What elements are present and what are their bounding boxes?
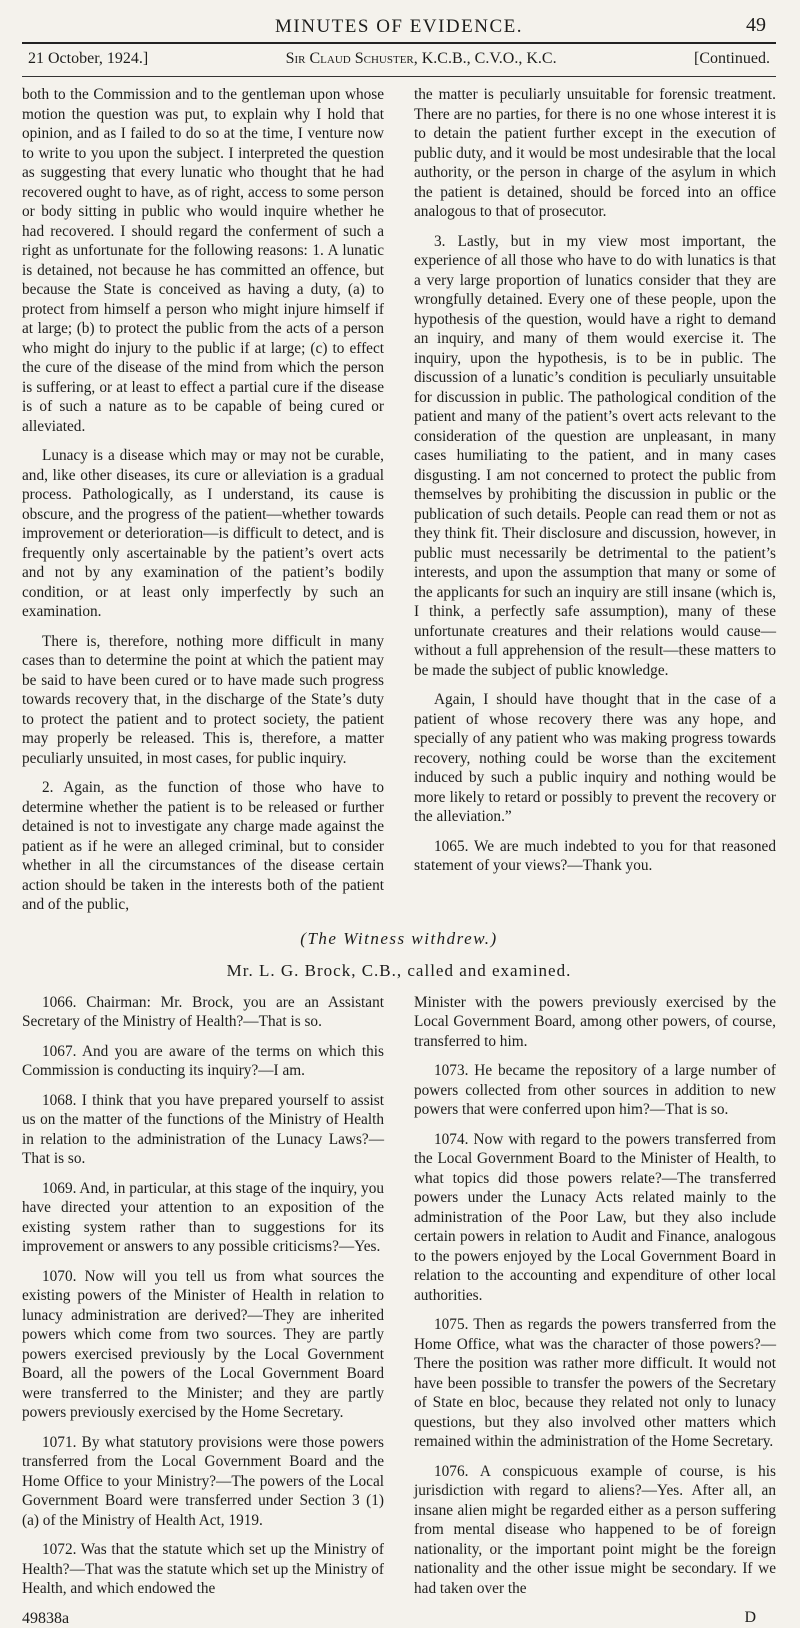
section1-columns bbox=[22, 85, 776, 925]
paragraph: Minister with the powers previously exercised by the Local Government Board, among other powers, of course, transferred to him. bbox=[414, 993, 776, 1052]
paragraph: 3. Lastly, but in my view most important, the experience of all those who have to do with lunatics is that a very large proportion of lunatics consider that they are wrongfully detained. Every one of these people, upon the hypothesis of the question, would have a right to demand an inquiry, and many of them would exercise it. The inquiry, upon the hypothesis, is to be in public. The discussion of a lunatic’s condition is peculiarly unsuitable for discussion in public. The pathological condition of the patient and many of the patient’s overt acts relevant to the consideration of the question are unpleasant, in many cases humiliating to the patient, and in many cases disgusting. I am not concerned to protect the public from themselves by prohibiting the discussion in public or the publication of such details. People can read them or not as they think fit. Their disclosure and discussion, however, in public must necessarily be detrimental to the patient’s interests, and upon the assumption that many or some of the applicants for such an inquiry are still insane (which is, I think, a perfectly safe assumption), many of these unfortunate creatures and their relations would cause—without a full apprehension of the result—these matters to be made the subject of public knowledge. bbox=[414, 232, 776, 681]
page-number: 49 bbox=[746, 14, 766, 37]
header-rule-bottom bbox=[22, 76, 776, 77]
section2-columns bbox=[22, 993, 776, 1628]
paragraph: the matter is peculiarly unsuitable for forensic treatment. There are no parties, for there is no one whose interest it is to detain the patient further except in the execution of public duty, and it would be most undesirable that the local authority, or the person in charge of the asylum in which the patient is detained, should be forced into an office analogous to that of prosecutor. bbox=[414, 85, 776, 222]
hearing-date: 21 October, 1924.] bbox=[28, 50, 148, 68]
new-witness-heading: Mr. L. G. Brock, C.B., called and examined. bbox=[22, 961, 776, 981]
paragraph: 1068. I think that you have prepared yourself to assist us on the matter of the functions of the Ministry of Health in relation to the administration of the Lunacy Laws?—That is so. bbox=[22, 1091, 384, 1169]
paragraph: 1076. A conspicuous example of course, is his jurisdiction with regard to aliens?—Yes. After all, an insane alien might be regarded either as a person suffering from mental disease who happened to be of foreign nationality, or the important point might be the foreign nationality and the other issue might be secondary. If we had taken over the bbox=[414, 1462, 776, 1599]
paragraph: 2. Again, as the function of those who have to determine whether the patient is to be released or further detained is not to investigate any charge made against the patient as if he were an alleged criminal, but to consider whether in all the circumstances of the disease certain action should be taken in the interests both of the patient and of the public, bbox=[22, 778, 384, 915]
header-row bbox=[22, 44, 776, 76]
paragraph: 1075. Then as regards the powers transferred from the Home Office, what was the character of those powers?—There the position was rather more difficult. It would not have been possible to transfer the powers of the Secretary of State en bloc, because they related not only to lunacy questions, but they also involved other matters which remained within the administration of the Home Secretary. bbox=[414, 1315, 776, 1452]
paragraph: There is, therefore, nothing more difficult in many cases than to determine the point at which the patient may be said to have been cured or to have made such progress towards recovery that, in the discharge of the State’s duty to protect the patient and to protect society, the patient may properly be released. This is, therefore, a matter peculiarly unsuited, in most cases, for public inquiry. bbox=[22, 632, 384, 769]
section1-left-column bbox=[22, 85, 384, 925]
witness-name: Sir Claud Schuster, K.C.B., C.V.O., K.C. bbox=[286, 50, 557, 68]
paragraph: Lunacy is a disease which may or may not be curable, and, like other diseases, its cure or alleviation is a gradual process. Pathologically, as I understand, its cause is obscure, and the progress of the patient—whether towards improvement or deterioration—is difficult to detect, and is frequently only ascertainable by the patient’s overt acts and not by any examination of the patient’s bodily condition, or at least only imperfectly by such an examination. bbox=[22, 446, 384, 622]
paragraph: 1065. We are much indebted to you for that reasoned statement of your views?—Thank you. bbox=[414, 837, 776, 876]
continued-label: [Continued. bbox=[694, 50, 770, 68]
witness-withdrew-note: (The Witness withdrew.) bbox=[22, 929, 776, 949]
paragraph: 1066. Chairman: Mr. Brock, you are an Assistant Secretary of the Ministry of Health?—That is so. bbox=[22, 993, 384, 1032]
section2-left-column bbox=[22, 993, 384, 1628]
signature-letter: D bbox=[414, 1608, 776, 1628]
paragraph: both to the Commission and to the gentleman upon whose motion the question was put, to explain why I hold that opinion, and as I failed to do so at the time, I venture now to write to you upon the subject. I interpreted the question as suggesting that every lunatic who thought that he had recovered ought to have, as of right, access to some person or body sitting in public who would inquire whether he had recovered. I should regard the conferment of such a right as unfortunate for the following reasons: 1. A lunatic is detained, not because he has committed an offence, but because the State is conceived as having a duty, (a) to protect from himself a person who might injure himself if at large; (b) to protect the public from the acts of a person who might do injury to the public if at large; (c) to effect the cure of the disease of the mind from which the person is suffering, or at least to effect a partial cure if the disease is of such a nature as to be capable of being cured or alleviated. bbox=[22, 85, 384, 436]
running-title: MINUTES OF EVIDENCE. bbox=[22, 0, 776, 42]
paragraph: 1067. And you are aware of the terms on which this Commission is conducting its inquiry?—I am. bbox=[22, 1042, 384, 1081]
paragraph: 1071. By what statutory provisions were those powers transferred from the Local Government Board and the Home Office to your Ministry?—The powers of the Local Government Board were transferred under Section 3 (1) (a) of the Ministry of Health Act, 1919. bbox=[22, 1433, 384, 1531]
section1-right-column bbox=[414, 85, 776, 925]
section2-right-column bbox=[414, 993, 776, 1628]
print-code: 49838a bbox=[22, 1609, 384, 1628]
paragraph: 1074. Now with regard to the powers transferred from the Local Government Board to the Minister of Health, to what topics did those powers relate?—The transferred powers under the Lunacy Acts related mainly to the administration of the Poor Law, but they also include certain powers in relation to Audit and Finance, analogous to the powers enjoyed by the Local Government Board in relation to the accounting and expenditure of other local authorities. bbox=[414, 1130, 776, 1306]
paragraph: Again, I should have thought that in the case of a patient of whose recovery there was any hope, and specially of any patient who was making progress towards recovery, nothing could be worse than the excitement induced by such a public inquiry and nothing would be more likely to retard or possibly to prevent the recovery or the alleviation.” bbox=[414, 690, 776, 827]
paragraph: 1073. He became the repository of a large number of powers collected from other sources in addition to new powers that were conferred upon him?—That is so. bbox=[414, 1061, 776, 1120]
paragraph: 1070. Now will you tell us from what sources the existing powers of the Minister of Health in relation to lunacy administration are derived?—They are inherited powers which come from two sources. They are partly powers exercised previously by the Local Government Board, all the powers of the Local Government Board were transferred to the Minister; and they are partly powers previously exercised by the Home Secretary. bbox=[22, 1267, 384, 1423]
paragraph: 1072. Was that the statute which set up the Ministry of Health?—That was the statute which set up the Ministry of Health, and which endowed the bbox=[22, 1540, 384, 1599]
paragraph: 1069. And, in particular, at this stage of the inquiry, you have directed your attention to an exposition of the existing system rather than to suggestions for its improvement or answers to any possible criticisms?—Yes. bbox=[22, 1179, 384, 1257]
